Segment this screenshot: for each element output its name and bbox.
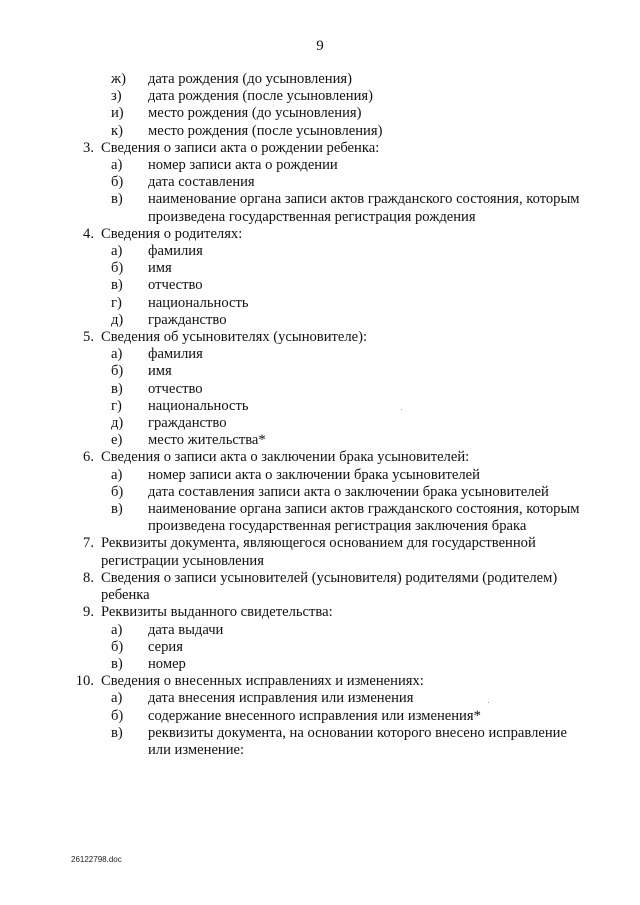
subitem-letter: д) <box>111 415 124 432</box>
scan-speck <box>401 409 402 410</box>
subitem <box>70 174 590 191</box>
subitem <box>70 622 590 639</box>
line-text: Сведения о родителях: <box>101 225 243 242</box>
line-text: фамилия <box>148 243 203 260</box>
subitem-letter: а) <box>111 690 123 707</box>
section-item <box>70 329 590 346</box>
subitem-letter: а) <box>111 466 123 483</box>
subitem-letter: в) <box>111 380 123 397</box>
line-text: дата выдачи <box>148 621 224 638</box>
subitem-letter: б) <box>111 260 124 277</box>
line-text: наименование органа записи актов гражданского состояния, которым произведена государственная регистрация заключения брака <box>148 501 580 535</box>
subitem-letter: г) <box>111 397 122 414</box>
line-text: дата составления <box>148 174 255 191</box>
section-number: 4. <box>83 225 94 242</box>
subitem-letter: в) <box>111 655 123 672</box>
line-text: наименование органа записи актов гражданского состояния, которым произведена государственная регистрация рождения <box>148 191 580 225</box>
section-item <box>70 140 590 157</box>
section-number: 5. <box>83 329 94 346</box>
section-number: 10. <box>75 673 94 690</box>
subitem-letter: з) <box>111 88 122 105</box>
subitem <box>70 381 590 398</box>
subitem-letter: в) <box>111 277 123 294</box>
line-text: Сведения о внесенных исправлениях и изменениях: <box>101 673 424 690</box>
subitem <box>70 363 590 380</box>
section-item <box>70 673 590 690</box>
subitem <box>70 467 590 484</box>
subitem <box>70 157 590 174</box>
subitem <box>70 656 590 673</box>
line-text: дата рождения (после усыновления) <box>148 88 373 105</box>
line-text: номер записи акта о рождении <box>148 157 338 174</box>
subitem <box>70 346 590 363</box>
subitem <box>70 277 590 294</box>
subitem <box>70 71 590 88</box>
line-text: гражданство <box>148 311 227 328</box>
line-text: имя <box>148 260 172 277</box>
subitem-letter: а) <box>111 346 123 363</box>
subitem-letter: б) <box>111 707 124 724</box>
line-text: дата рождения (до усыновления) <box>148 71 352 87</box>
subitem <box>70 123 590 140</box>
document-body <box>70 71 590 759</box>
line-text: фамилия <box>148 346 203 363</box>
subitem-letter: в) <box>111 501 123 518</box>
subitem-letter: б) <box>111 363 124 380</box>
line-text: Сведения о записи усыновителей (усыновителя) родителями (родителем) ребенка <box>101 569 558 604</box>
document-footer: 26122798.doc <box>71 855 122 864</box>
line-text: содержание внесенного исправления или изменения* <box>148 707 481 724</box>
line-text: реквизиты документа, на основании которого внесено исправление или изменение: <box>148 724 567 758</box>
subitem <box>70 260 590 277</box>
page-number: 9 <box>316 38 324 54</box>
subitem-letter: д) <box>111 311 124 328</box>
line-text: дата внесения исправления или изменения <box>148 690 414 707</box>
subitem-letter: а) <box>111 157 123 174</box>
scan-speck <box>488 702 489 703</box>
line-text: гражданство <box>148 415 227 432</box>
line-text: Реквизиты документа, являющегося основанием для государственной регистрации усыновления <box>101 535 536 569</box>
line-text: номер <box>148 655 186 672</box>
subitem <box>70 639 590 656</box>
line-text: серия <box>148 638 183 655</box>
subitem <box>70 191 590 225</box>
line-text: номер записи акта о заключении брака усыновителей <box>148 466 480 483</box>
line-text: Реквизиты выданного свидетельства: <box>101 604 333 621</box>
line-text: Сведения о записи акта о рождении ребенка: <box>101 139 380 156</box>
section-item <box>70 535 590 569</box>
subitem-letter: б) <box>111 483 124 500</box>
line-text: национальность <box>148 397 249 414</box>
subitem <box>70 725 590 759</box>
subitem-letter: в) <box>111 191 123 208</box>
line-text: имя <box>148 363 172 380</box>
line-text: Сведения о записи акта о заключении брака усыновителей: <box>101 449 470 466</box>
line-text: национальность <box>148 294 249 311</box>
section-item <box>70 570 590 604</box>
section-item <box>70 226 590 243</box>
subitem <box>70 398 590 415</box>
subitem-letter: к) <box>111 122 123 139</box>
subitem <box>70 708 590 725</box>
subitem-letter: б) <box>111 638 124 655</box>
line-text: место рождения (до усыновления) <box>148 105 362 122</box>
subitem <box>70 295 590 312</box>
subitem-letter: ж) <box>111 71 126 87</box>
subitem <box>70 105 590 122</box>
subitem <box>70 501 590 535</box>
subitem <box>70 484 590 501</box>
section-number: 9. <box>83 604 94 621</box>
line-text: место жительства* <box>148 432 266 449</box>
subitem-letter: г) <box>111 294 122 311</box>
section-item <box>70 449 590 466</box>
section-number: 7. <box>83 535 94 552</box>
subitem <box>70 88 590 105</box>
subitem <box>70 312 590 329</box>
line-text: дата составления записи акта о заключении брака усыновителей <box>148 483 549 500</box>
subitem <box>70 690 590 707</box>
subitem <box>70 432 590 449</box>
line-text: Сведения об усыновителях (усыновителе): <box>101 329 368 346</box>
section-number: 3. <box>83 139 94 156</box>
line-text: отчество <box>148 380 203 397</box>
line-text: место рождения (после усыновления) <box>148 122 383 139</box>
subitem-letter: е) <box>111 432 123 449</box>
subitem-letter: в) <box>111 724 123 741</box>
line-text: отчество <box>148 277 203 294</box>
section-number: 6. <box>83 449 94 466</box>
subitem <box>70 243 590 260</box>
subitem-letter: а) <box>111 243 123 260</box>
subitem-letter: а) <box>111 621 123 638</box>
subitem-letter: б) <box>111 174 124 191</box>
subitem-letter: и) <box>111 105 124 122</box>
section-number: 8. <box>83 569 94 586</box>
section-item <box>70 604 590 621</box>
subitem <box>70 415 590 432</box>
